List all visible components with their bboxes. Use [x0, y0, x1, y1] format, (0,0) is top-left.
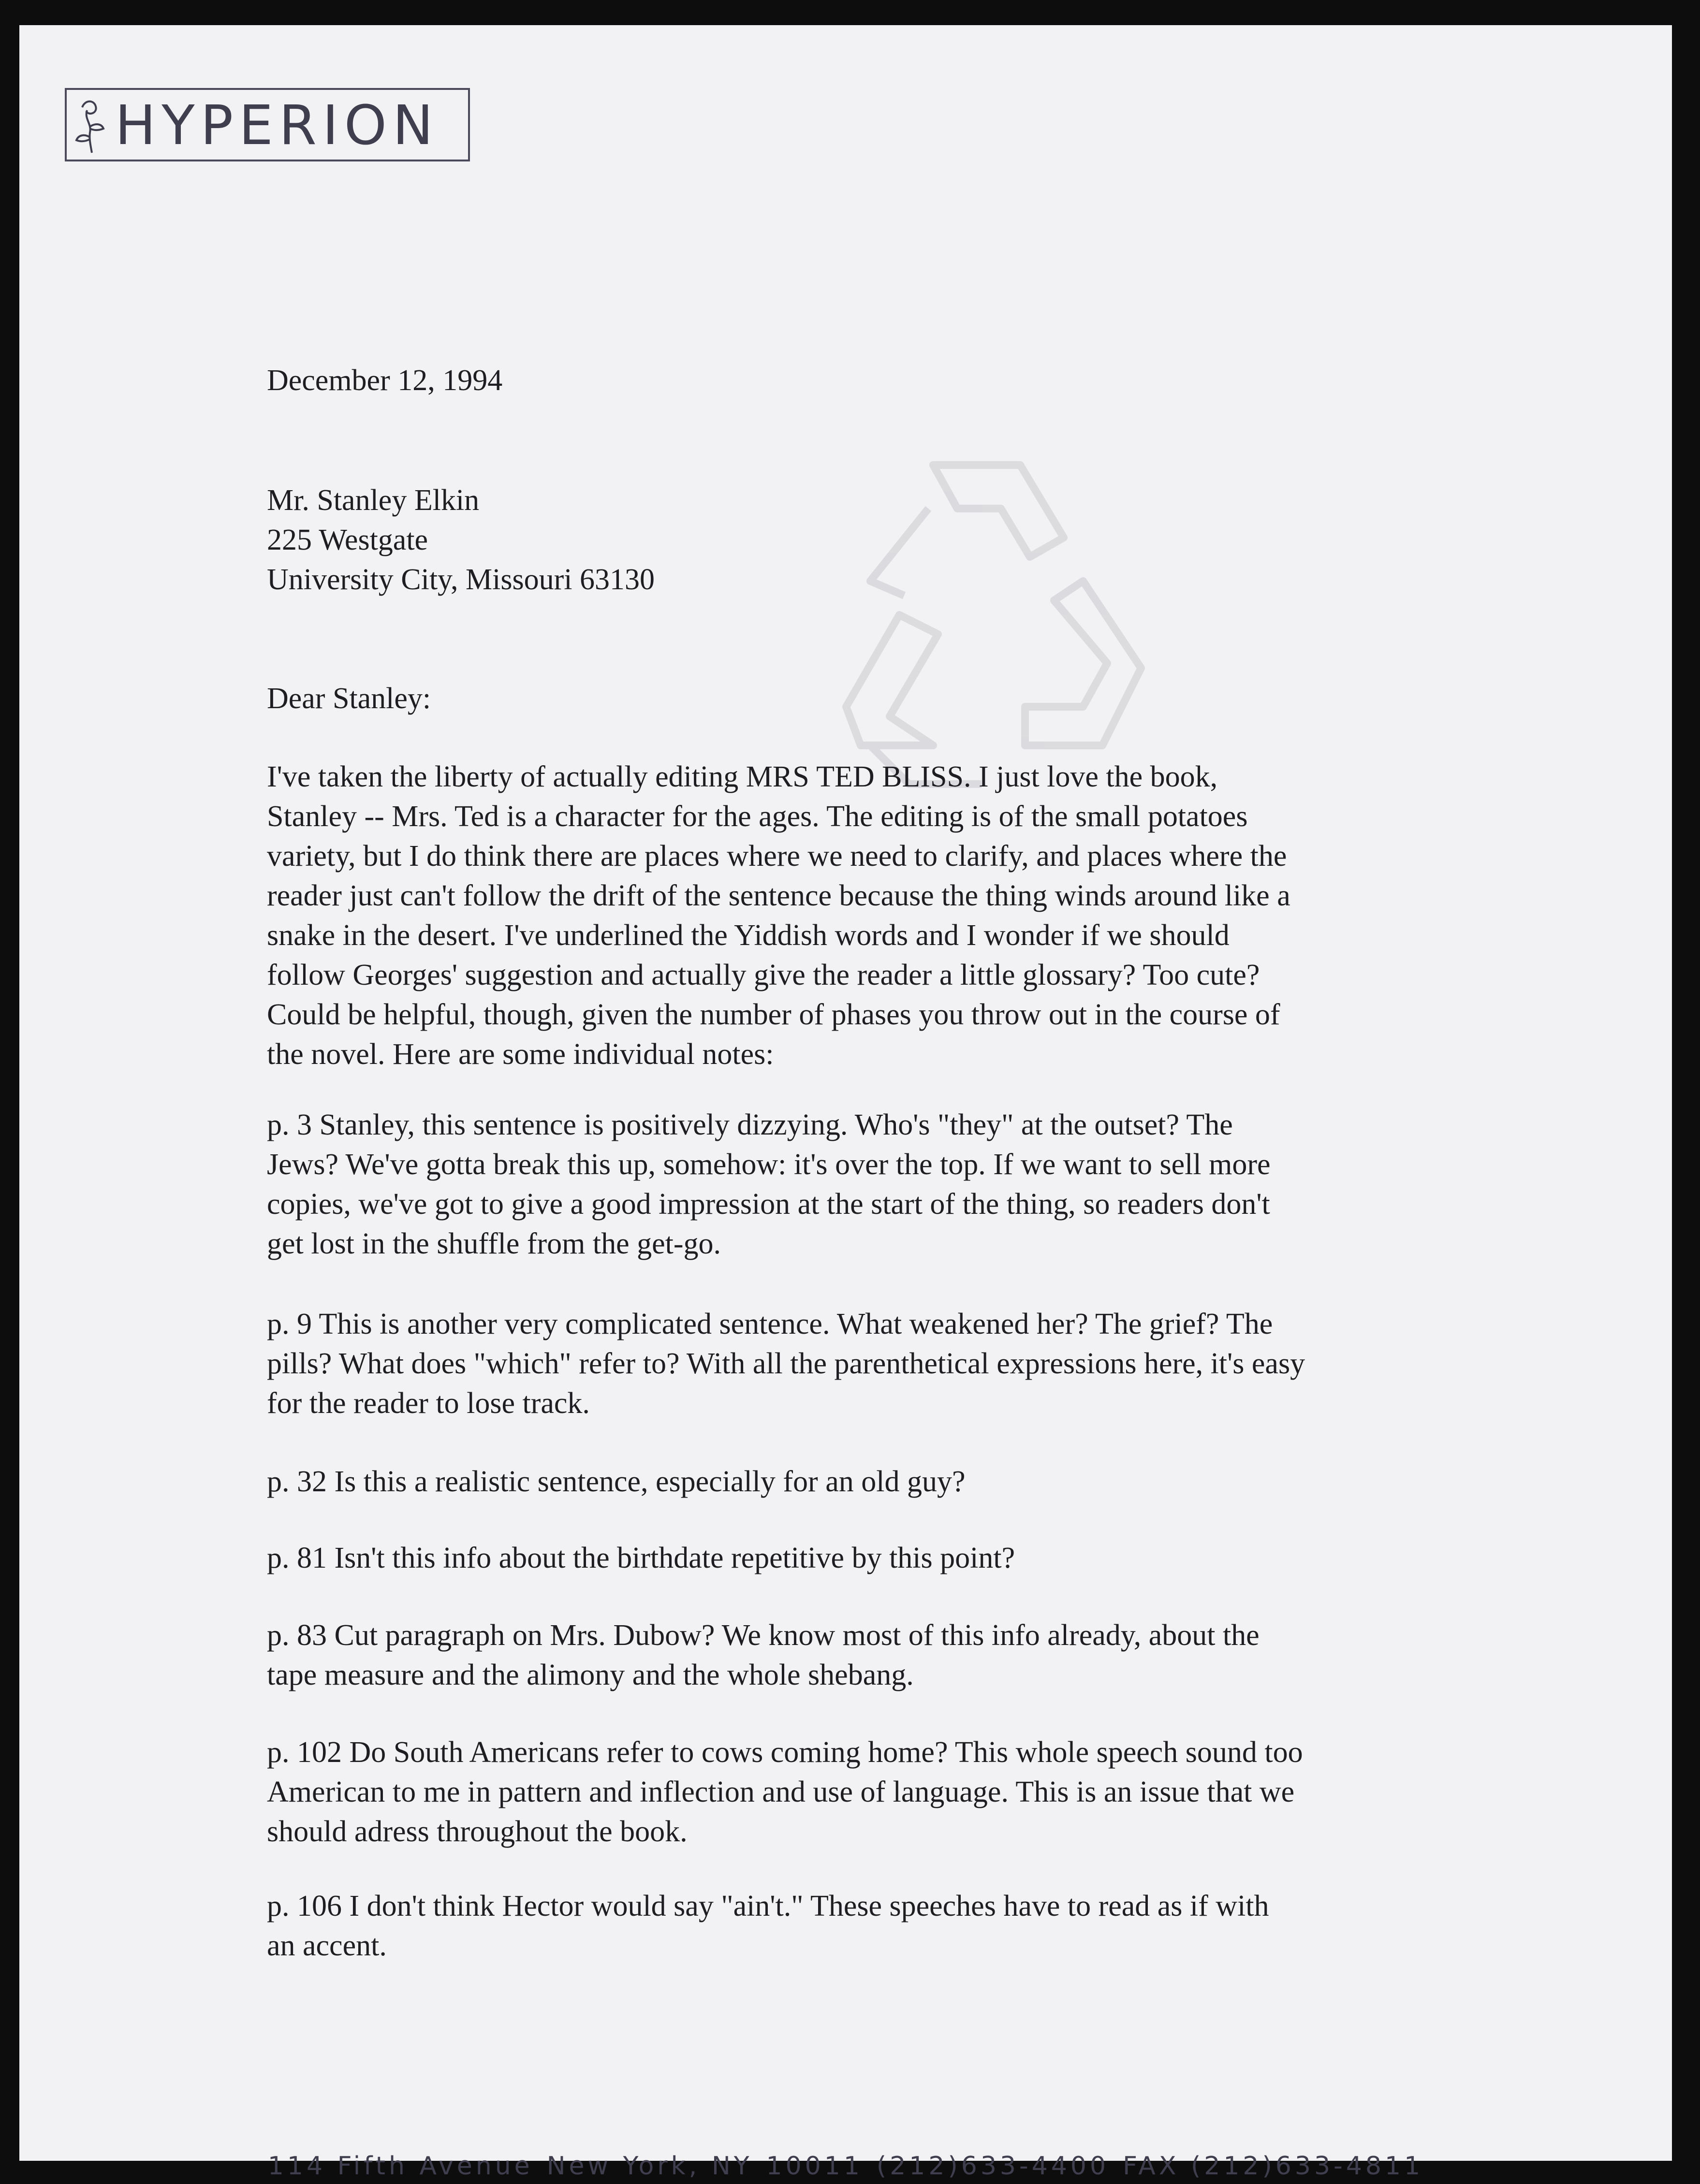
note-paragraph: p. 81 Isn't this info about the birthdate repetitive by this point?	[267, 1542, 1015, 1574]
recipient-city: University City, Missouri 63130	[267, 563, 655, 596]
footer-phone: (212)633-4400	[876, 2152, 1110, 2181]
note-paragraph: p. 32 Is this a realistic sentence, especially for an old guy?	[267, 1465, 966, 1498]
letterhead-footer	[19, 2152, 1672, 2181]
note-paragraph: p. 9 This is another very complicated sentence. What weakened her? The grief? The pills? What does "which" refer to? With all the parenthetical expressions here, it's easy for the reader to lose track.	[267, 1308, 1305, 1420]
footer-zip: 10011	[766, 2152, 863, 2181]
letter-date: December 12, 1994	[267, 364, 503, 397]
footer-street: 114 Fifth Avenue	[267, 2152, 533, 2181]
salutation: Dear Stanley:	[267, 682, 431, 715]
footer-fax: FAX (212)633-4811	[1123, 2152, 1424, 2181]
note-paragraph: p. 3 Stanley, this sentence is positively dizzying. Who's "they" at the outset? The Jews? We've gotta break this up, somehow: it's over the top. If we want to sell more copies, we've got to give a good impression at the start of the thing, so readers don't get lost in the shuffle from the get-go.	[267, 1108, 1271, 1260]
flower-icon	[73, 97, 108, 155]
company-name: HYPERION	[115, 94, 439, 157]
recipient-street: 225 Westgate	[267, 524, 428, 556]
letter-page	[19, 25, 1672, 2181]
recipient-name: Mr. Stanley Elkin	[267, 484, 480, 517]
intro-paragraph: I've taken the liberty of actually editing MRS TED BLISS. I just love the book, Stanley -- Mrs. Ted is a character for the ages. The editing is of the small potatoes variety, but I do think there are places where we need to clarify, and places where the reader just can't follow the drift of the sentence because the thing winds around like a snake in the desert. I've underlined the Yiddish words and I wonder if we should follow Georges' suggestion and actually give the reader a little glossary? Too cute? Could be helpful, though, given the number of phases you throw out in the course of the novel. Here are some individual notes:	[267, 760, 1290, 1071]
note-paragraph: p. 83 Cut paragraph on Mrs. Dubow? We know most of this info already, about the tape measure and the alimony and the whole shebang.	[267, 1619, 1260, 1691]
footer-city: New York, NY	[546, 2152, 753, 2181]
note-paragraph: p. 102 Do South Americans refer to cows coming home? This whole speech sound too American to me in pattern and inflection and use of language. This is an issue that we should adress throughout the book.	[267, 1736, 1303, 1848]
note-paragraph: p. 106 I don't think Hector would say "ain't." These speeches have to read as if with an accent.	[267, 1890, 1269, 1962]
hyperion-logo	[65, 88, 470, 161]
recipient-address	[267, 480, 655, 599]
